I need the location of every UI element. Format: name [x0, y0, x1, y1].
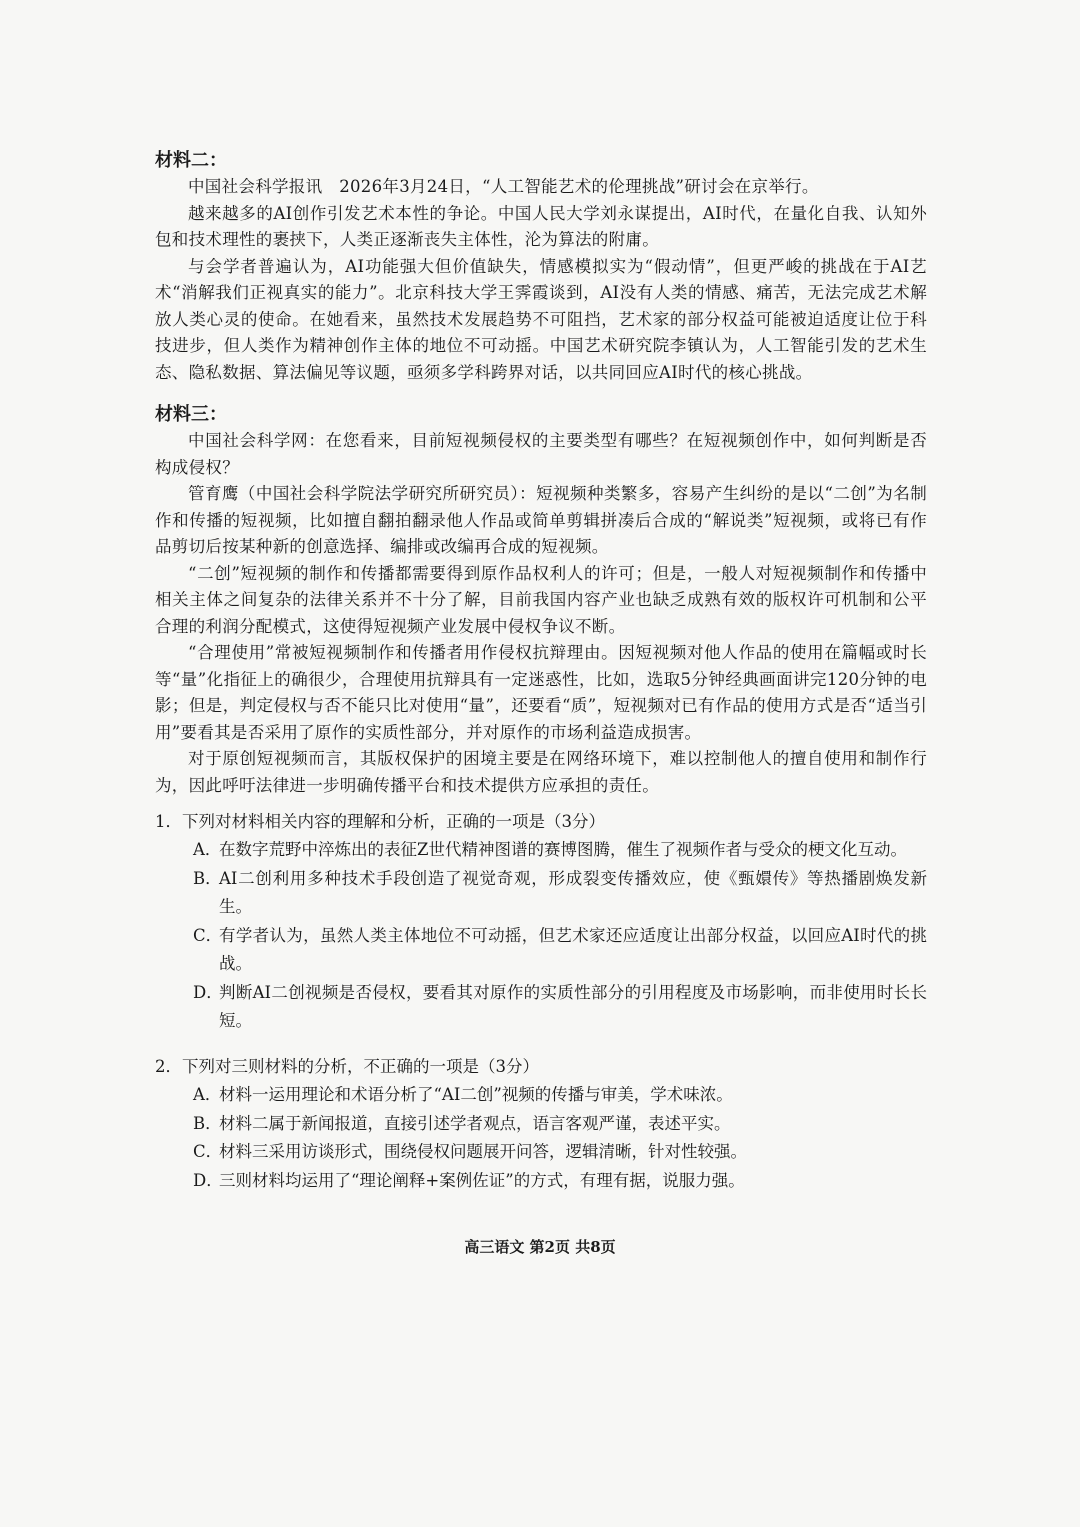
option-text: 有学者认为，虽然人类主体地位不可动摇，但艺术家还应适度让出部分权益，以回应AI时代的挑战。: [219, 925, 927, 973]
option-text: 材料二属于新闻报道，直接引述学者观点，语言客观严谨，表述平实。: [219, 1113, 731, 1133]
material-3-paragraph: “二创”短视频的制作和传播都需要得到原作品权利人的许可；但是，一般人对短视频制作和传播中相关主体之间复杂的法律关系并不十分了解，目前我国内容产业也缺乏成熟有效的版权许可机制和公平合理的利润分配模式，这使得短视频产业发展中侵权争议不断。: [155, 563, 927, 636]
material-2-paragraph: 越来越多的AI创作引发艺术本性的争论。中国人民大学刘永谋提出，AI时代，在量化自我、认知外包和技术理性的裹挟下，人类正逐渐丧失主体性，沦为算法的附庸。: [155, 203, 927, 249]
question-2-option-a: [155, 1081, 927, 1110]
question-2: [155, 1053, 927, 1195]
option-letter: A．: [193, 1085, 222, 1104]
option-text: AI二创利用多种技术手段创造了视觉奇观，形成裂变传播效应，使《甄嬛传》等热播剧焕发新生。: [219, 868, 927, 916]
option-text: 在数字荒野中淬炼出的表征Z世代精神图谱的赛博图腾，催生了视频作者与受众的梗文化互动。: [219, 840, 907, 859]
material-2-paragraph: 中国社会科学报讯 2026年3月24日，“人工智能艺术的伦理挑战”研讨会在京举行。: [188, 177, 819, 196]
option-letter: B．: [193, 1113, 222, 1133]
question-1-stem: 1．下列对材料相关内容的理解和分析，正确的一项是（3分）: [155, 812, 605, 831]
material-3-paragraph: 中国社会科学网：在您看来，目前短视频侵权的主要类型有哪些？在短视频创作中，如何判断是否构成侵权？: [155, 431, 927, 477]
material-2-heading: 材料二：: [155, 150, 227, 171]
option-letter: C．: [193, 925, 223, 945]
question-2-option-c: [155, 1138, 927, 1167]
material-2: [155, 148, 927, 386]
option-letter: A．: [193, 840, 222, 859]
material-3: [155, 402, 927, 799]
option-text: 判断AI二创视频是否侵权，要看其对原作的实质性部分的引用程度及市场影响，而非使用时长长短。: [219, 982, 927, 1030]
page-footer: 高三语文 第2页 共8页: [464, 1238, 616, 1256]
question-1-option-d: [155, 979, 927, 1036]
option-text: 材料三采用访谈形式，围绕侵权问题展开问答，逻辑清晰，针对性较强。: [219, 1142, 747, 1161]
material-3-paragraph: 对于原创短视频而言，其版权保护的困境主要是在网络环境下，难以控制他人的擅自使用和制作行为，因此呼吁法律进一步明确传播平台和技术提供方应承担的责任。: [155, 749, 927, 795]
question-2-option-d: [155, 1167, 927, 1196]
question-1-option-c: [155, 922, 927, 979]
option-letter: D．: [193, 982, 223, 1002]
material-3-paragraph: 管育鹰（中国社会科学院法学研究所研究员）：短视频种类繁多，容易产生纠纷的是以“二创”为名制作和传播的短视频，比如擅自翻拍翻录他人作品或简单剪辑拼凑后合成的“解说类”短视频，或将已有作品剪切后按某种新的创意选择、编排或改编再合成的短视频。: [155, 484, 927, 556]
material-2-paragraph: 与会学者普遍认为，AI功能强大但价值缺失，情感模拟实为“假动情”，但更严峻的挑战在于AI艺术“消解我们正视真实的能力”。北京科技大学王霁霞谈到，AI没有人类的情感、痛苦，无法完成艺术解放人类心灵的使命。在她看来，虽然技术发展趋势不可阻挡，艺术家的部分权益可能被迫适度让位于科技进步，但人类作为精神创作主体的地位不可动摇。中国艺术研究院李镇认为，人工智能引发的艺术生态、隐私数据、算法偏见等议题，亟须多学科跨界对话，以共同回应AI时代的核心挑战。: [155, 256, 927, 382]
option-letter: B．: [193, 868, 222, 888]
question-2-option-b: [155, 1110, 927, 1139]
material-3-heading: 材料三：: [155, 404, 227, 425]
question-1-option-b: [155, 865, 927, 922]
question-2-stem: 2．下列对三则材料的分析，不正确的一项是（3分）: [155, 1057, 539, 1076]
question-1-option-a: [155, 836, 927, 865]
option-text: 材料一运用理论和术语分析了“AI二创”视频的传播与审美，学术味浓。: [219, 1085, 733, 1104]
question-1: [155, 808, 927, 1036]
option-letter: D．: [193, 1170, 223, 1190]
option-text: 三则材料均运用了“理论阐释+案例佐证”的方式，有理有据，说服力强。: [219, 1170, 745, 1190]
material-3-paragraph: “合理使用”常被短视频制作和传播者用作侵权抗辩理由。因短视频对他人作品的使用在篇幅或时长等“量”化指征上的确很少，合理使用抗辩具有一定迷惑性，比如，选取5分钟经典画面讲完120分钟的电影；但是，判定侵权与否不能只比对使用“量”，还要看“质”，短视频对已有作品的使用方式是否“适当引用”要看其是否采用了原作的实质性部分，并对原作的市场利益造成损害。: [155, 643, 927, 742]
option-letter: C．: [193, 1142, 223, 1161]
